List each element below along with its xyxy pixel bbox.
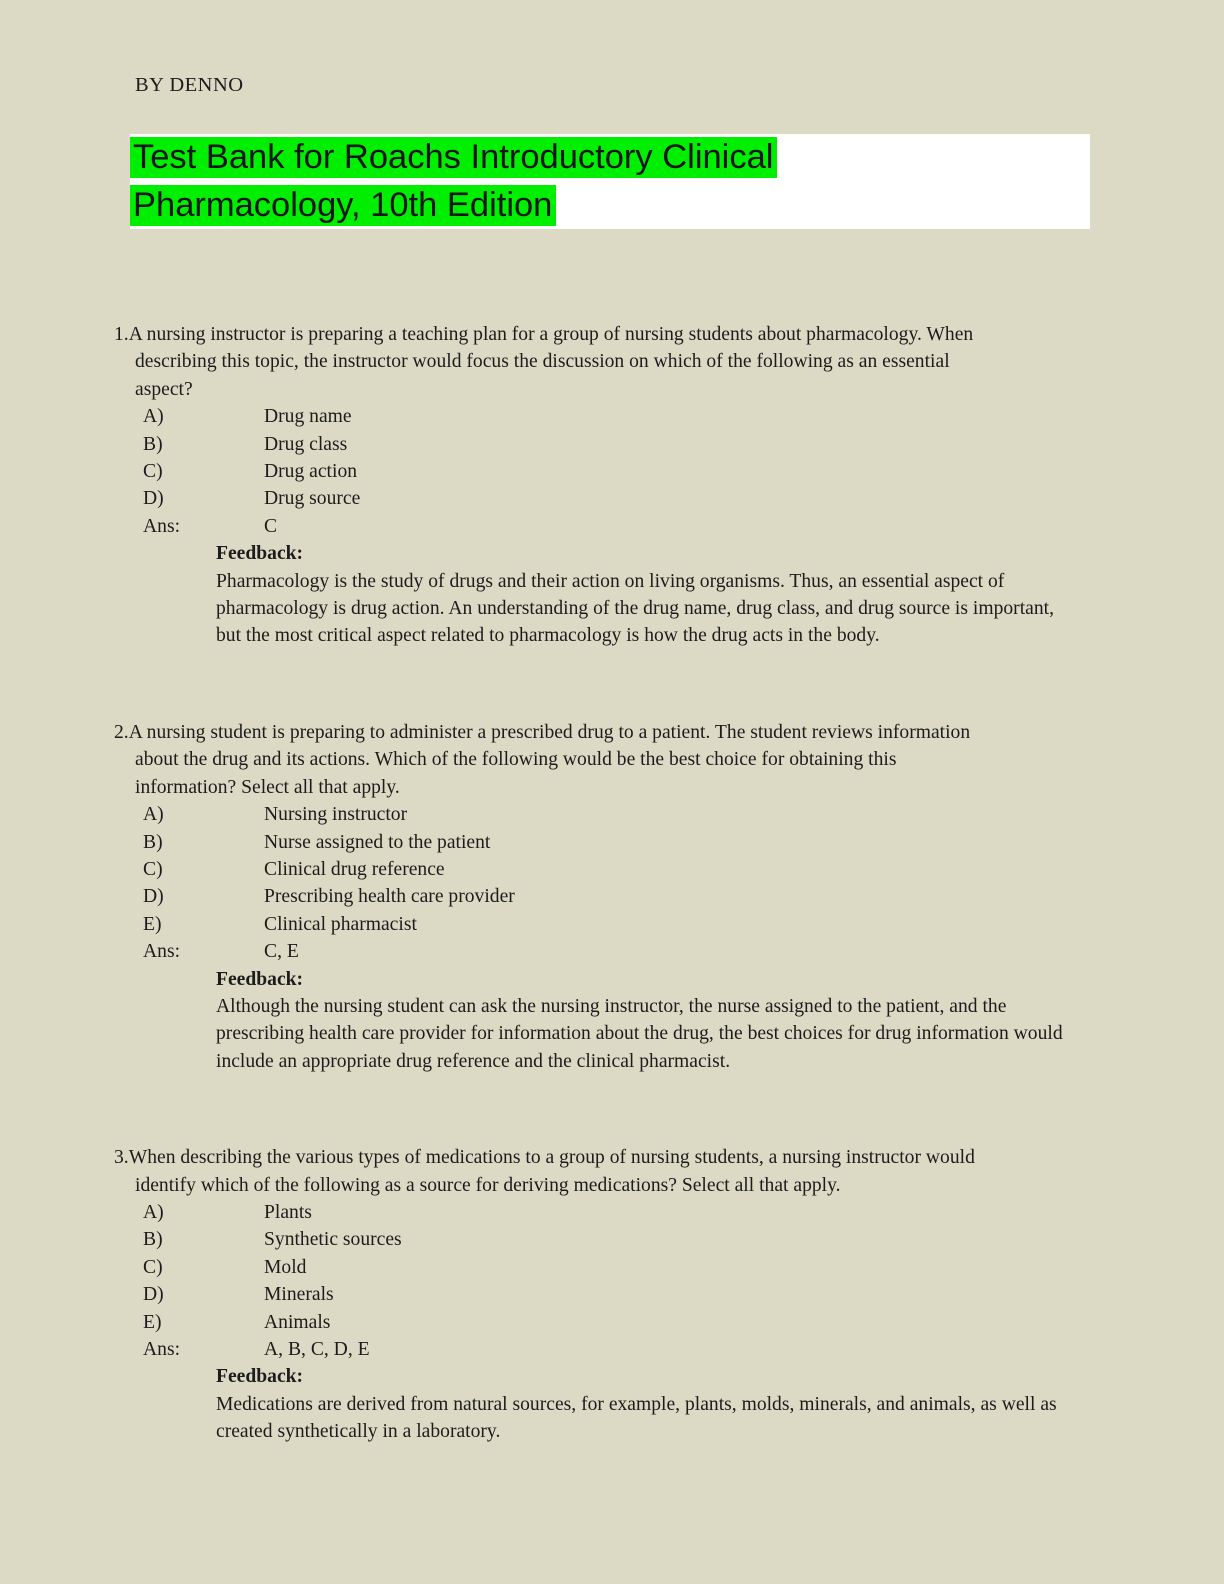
title-highlight-1: Test Bank for Roachs Introductory Clinical bbox=[130, 137, 777, 178]
option-text: Mold bbox=[264, 1256, 307, 1278]
option-letter: A) bbox=[143, 1201, 164, 1223]
option-letter: A) bbox=[143, 804, 164, 826]
option-letter: C) bbox=[143, 858, 163, 880]
option-text: Drug action bbox=[264, 461, 358, 483]
option-text: Plants bbox=[264, 1201, 312, 1223]
option-list bbox=[135, 801, 1224, 938]
document-title-line-2 bbox=[130, 182, 1090, 230]
option-row bbox=[135, 883, 1224, 910]
option-text: Minerals bbox=[264, 1284, 334, 1306]
option-row bbox=[135, 829, 1224, 856]
option-list bbox=[135, 403, 1224, 513]
option-row bbox=[135, 458, 1224, 485]
feedback-label: Feedback: bbox=[216, 968, 304, 990]
question-stem: A nursing instructor is preparing a teaching plan for a group of nursing students about pharmacology. When describing this topic, the instructor would focus the discussion on which of the following as an essential aspect? bbox=[128, 324, 974, 400]
question-block bbox=[114, 1144, 1224, 1445]
feedback-text: Although the nursing student can ask the nursing instructor, the nurse assigned to the patient, and the prescribing health care provider for information about the drug, the best choices for drug information would include an appropriate drug reference and the clinical pharmacist. bbox=[216, 995, 1063, 1072]
question-stem: A nursing student is preparing to administer a prescribed drug to a patient. The student reviews information about the drug and its actions. Which of the following would be the best choice for obtaining this information? Select all that apply. bbox=[128, 721, 971, 798]
question-block bbox=[114, 719, 1224, 1075]
option-letter: D) bbox=[143, 886, 164, 908]
option-text: Drug name bbox=[264, 406, 352, 428]
feedback-label: Feedback: bbox=[216, 1366, 304, 1388]
option-letter: B) bbox=[143, 1229, 163, 1251]
option-letter: C) bbox=[143, 1256, 163, 1278]
option-row bbox=[135, 801, 1224, 828]
question-text bbox=[114, 719, 991, 801]
option-letter: A) bbox=[143, 406, 164, 428]
option-text: Drug source bbox=[264, 488, 361, 510]
option-letter: B) bbox=[143, 831, 163, 853]
option-row bbox=[135, 856, 1224, 883]
question-text bbox=[114, 321, 991, 403]
question-number: 2. bbox=[114, 721, 129, 743]
option-row bbox=[135, 485, 1224, 512]
answer-value: A, B, C, D, E bbox=[264, 1339, 370, 1360]
option-letter: D) bbox=[143, 1284, 164, 1306]
answer-row bbox=[135, 1336, 1224, 1363]
answer-value: C, E bbox=[264, 941, 299, 963]
option-text: Nursing instructor bbox=[264, 804, 408, 826]
option-row bbox=[135, 1254, 1224, 1281]
answer-label: Ans: bbox=[143, 941, 181, 963]
question-number: 3. bbox=[114, 1147, 129, 1169]
option-text: Animals bbox=[264, 1311, 331, 1333]
author-line: BY DENNO bbox=[135, 74, 244, 96]
option-letter: B) bbox=[143, 433, 163, 455]
question-block bbox=[114, 321, 1224, 650]
option-text: Synthetic sources bbox=[264, 1229, 402, 1251]
answer-row bbox=[135, 938, 1224, 965]
question-stem: When describing the various types of medications to a group of nursing students, a nursing instructor would identify which of the following as a source for deriving medications? Select all that apply. bbox=[128, 1147, 975, 1196]
title-highlight-2: Pharmacology, 10th Edition bbox=[130, 185, 556, 226]
feedback-text: Medications are derived from natural sources, for example, plants, molds, minerals, and animals, as well as created synthetically in a laboratory. bbox=[216, 1393, 1057, 1443]
option-text: Clinical pharmacist bbox=[264, 913, 417, 935]
document-title-line-1 bbox=[130, 134, 1090, 182]
option-row bbox=[135, 1199, 1224, 1226]
question-list bbox=[114, 321, 1224, 1446]
answer-value: C bbox=[264, 515, 278, 537]
option-list bbox=[135, 1199, 1224, 1336]
option-text: Nurse assigned to the patient bbox=[264, 831, 491, 853]
option-text: Clinical drug reference bbox=[264, 858, 445, 880]
option-row bbox=[135, 1309, 1224, 1336]
option-letter: D) bbox=[143, 488, 164, 510]
option-row bbox=[135, 1281, 1224, 1308]
option-row bbox=[135, 911, 1224, 938]
option-letter: E) bbox=[143, 913, 162, 935]
feedback-label: Feedback: bbox=[216, 543, 304, 565]
question-number: 1. bbox=[114, 324, 129, 345]
title-block bbox=[130, 134, 1090, 229]
answer-label: Ans: bbox=[143, 515, 181, 537]
option-letter: E) bbox=[143, 1311, 162, 1333]
option-row bbox=[135, 403, 1224, 430]
option-row bbox=[135, 431, 1224, 458]
option-row bbox=[135, 1226, 1224, 1253]
question-text bbox=[114, 1144, 991, 1199]
option-text: Drug class bbox=[264, 433, 348, 455]
option-text: Prescribing health care provider bbox=[264, 886, 515, 908]
option-letter: C) bbox=[143, 461, 163, 483]
answer-label: Ans: bbox=[143, 1339, 181, 1360]
feedback-text: Pharmacology is the study of drugs and their action on living organisms. Thus, an essential aspect of pharmacology is drug action. An understanding of the drug name, drug class, and drug source is important, but the most critical aspect related to pharmacology is how the drug acts in the body. bbox=[216, 570, 1054, 647]
answer-row bbox=[135, 513, 1224, 540]
